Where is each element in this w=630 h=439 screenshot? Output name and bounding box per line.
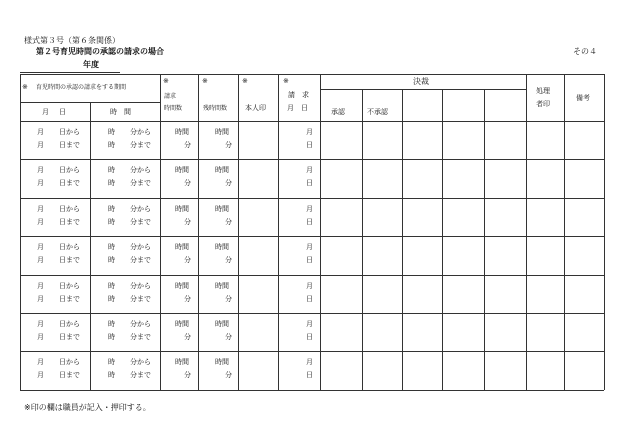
mark-request-hours: ※ (163, 77, 169, 85)
row-line1-req: 時間 (175, 128, 189, 136)
processor-label: 処理 (536, 87, 550, 95)
request-hours-label: 請求 (164, 93, 177, 100)
row-line1-day: 日から (59, 205, 80, 213)
col-line-period (160, 74, 161, 390)
row-line1-month: 月 (37, 243, 44, 251)
row-line2-month: 月 (37, 141, 44, 149)
row-line1-date: 月 (306, 320, 313, 328)
row-line1-min: 分から (130, 320, 151, 328)
row-line1-month: 月 (37, 166, 44, 174)
page-label: その４ (573, 47, 597, 56)
row-line2-req: 分 (184, 295, 191, 303)
row-line1-rem: 時間 (215, 282, 229, 290)
row-line2-rem: 分 (225, 256, 232, 264)
form-number: 様式第３号（第６条関係） (24, 36, 120, 45)
col-line-request-date (320, 74, 321, 390)
row-line2-hour: 時 (108, 295, 115, 303)
disapprove-label: 不承認 (367, 108, 388, 116)
row-line1-hour: 時 (108, 358, 115, 366)
row-line2-hour: 時 (108, 179, 115, 187)
row-line1-month: 月 (37, 358, 44, 366)
row-line1-rem: 時間 (215, 166, 229, 174)
row-line1-req: 時間 (175, 243, 189, 251)
approve-label: 承認 (331, 108, 345, 116)
row-line1-month: 月 (37, 128, 44, 136)
row-line1-day: 日から (59, 166, 80, 174)
col-day: 日 (59, 108, 66, 116)
row-line2-hour: 時 (108, 371, 115, 379)
row-line2-date: 日 (306, 371, 313, 379)
row-line2-month: 月 (37, 179, 44, 187)
row-border (20, 198, 604, 199)
year-underline (20, 72, 120, 73)
col-line-processor (564, 74, 565, 390)
row-line2-min: 分まで (130, 179, 151, 187)
row-line2-day: 日まで (59, 141, 80, 149)
row-line1-date: 月 (306, 358, 313, 366)
row-border (20, 275, 604, 276)
row-line1-date: 月 (306, 282, 313, 290)
row-line1-day: 日から (59, 320, 80, 328)
decision-col-4 (484, 89, 485, 390)
row-line1-rem: 時間 (215, 358, 229, 366)
decision-divider (320, 89, 526, 90)
row-line1-date: 月 (306, 166, 313, 174)
row-line2-min: 分まで (130, 256, 151, 264)
row-line2-date: 日 (306, 256, 313, 264)
row-line1-min: 分から (130, 205, 151, 213)
row-line2-hour: 時 (108, 141, 115, 149)
row-line1-min: 分から (130, 243, 151, 251)
row-line2-req: 分 (184, 179, 191, 187)
row-line2-rem: 分 (225, 218, 232, 226)
row-line2-date: 日 (306, 179, 313, 187)
row-line1-req: 時間 (175, 358, 189, 366)
row-line2-date: 日 (306, 218, 313, 226)
col-month: 月 (42, 108, 49, 116)
row-line1-day: 日から (59, 282, 80, 290)
row-line2-date: 日 (306, 333, 313, 341)
request-hours-sub: 時間数 (164, 105, 183, 112)
row-line1-hour: 時 (108, 282, 115, 290)
row-line2-date: 日 (306, 141, 313, 149)
row-line1-min: 分から (130, 358, 151, 366)
row-border (20, 351, 604, 352)
row-line2-req: 分 (184, 141, 191, 149)
row-line1-rem: 時間 (215, 128, 229, 136)
col-time: 時 間 (110, 108, 131, 116)
row-line1-month: 月 (37, 282, 44, 290)
row-line2-hour: 時 (108, 333, 115, 341)
row-line2-day: 日まで (59, 295, 80, 303)
row-line2-date: 日 (306, 295, 313, 303)
row-line2-month: 月 (37, 218, 44, 226)
row-line1-month: 月 (37, 205, 44, 213)
row-line1-req: 時間 (175, 166, 189, 174)
request-date-sub: 月 日 (287, 104, 308, 112)
row-line1-month: 月 (37, 320, 44, 328)
row-border (20, 159, 604, 160)
seal-label: 本人印 (245, 104, 266, 112)
row-line2-day: 日まで (59, 218, 80, 226)
decision-col-2 (402, 89, 403, 390)
row-line1-date: 月 (306, 243, 313, 251)
row-line1-rem: 時間 (215, 205, 229, 213)
row-line2-month: 月 (37, 295, 44, 303)
decision-col-3 (442, 89, 443, 390)
row-line2-req: 分 (184, 371, 191, 379)
row-line2-rem: 分 (225, 371, 232, 379)
row-line1-rem: 時間 (215, 243, 229, 251)
row-line1-req: 時間 (175, 282, 189, 290)
row-line2-month: 月 (37, 333, 44, 341)
table-top-border (20, 74, 604, 75)
footer-note: ※印の欄は職員が記入・押印する。 (24, 403, 151, 412)
mark-remaining: ※ (202, 77, 208, 85)
mark-period: ※ (22, 83, 28, 91)
remaining-hours-label: 残時間数 (203, 105, 228, 112)
row-line2-min: 分まで (130, 333, 151, 341)
row-line1-day: 日から (59, 128, 80, 136)
mark-seal: ※ (242, 77, 248, 85)
row-line1-date: 月 (306, 128, 313, 136)
row-line1-hour: 時 (108, 205, 115, 213)
row-line2-min: 分まで (130, 141, 151, 149)
row-line2-rem: 分 (225, 179, 232, 187)
row-line1-hour: 時 (108, 166, 115, 174)
row-line2-hour: 時 (108, 218, 115, 226)
table-left-border (20, 74, 21, 390)
col-line-remaining (238, 74, 239, 390)
row-line2-rem: 分 (225, 295, 232, 303)
row-border (20, 236, 604, 237)
row-line2-month: 月 (37, 256, 44, 264)
row-line1-rem: 時間 (215, 320, 229, 328)
row-line2-min: 分まで (130, 371, 151, 379)
decision-label: 決裁 (413, 77, 429, 86)
row-line1-min: 分から (130, 166, 151, 174)
form-title: 第２号育児時間の承認の請求の場合 (36, 47, 164, 56)
row-line1-req: 時間 (175, 320, 189, 328)
row-line2-day: 日まで (59, 333, 80, 341)
row-line1-req: 時間 (175, 205, 189, 213)
row-line1-date: 月 (306, 205, 313, 213)
col-line-decision (526, 74, 527, 390)
row-line2-day: 日まで (59, 256, 80, 264)
row-line1-min: 分から (130, 128, 151, 136)
row-line2-min: 分まで (130, 218, 151, 226)
processor-sub: 者印 (536, 100, 550, 108)
row-line1-hour: 時 (108, 320, 115, 328)
table-right-border (604, 74, 605, 390)
decision-col-1 (362, 89, 363, 390)
row-line2-hour: 時 (108, 256, 115, 264)
row-line2-min: 分まで (130, 295, 151, 303)
row-line1-hour: 時 (108, 243, 115, 251)
row-border (20, 313, 604, 314)
row-line2-rem: 分 (225, 141, 232, 149)
row-line1-hour: 時 (108, 128, 115, 136)
row-border (20, 390, 604, 391)
row-line2-day: 日まで (59, 179, 80, 187)
year-label: 年度 (83, 60, 99, 69)
request-date-label: 請 求 (288, 91, 309, 99)
row-line2-req: 分 (184, 218, 191, 226)
remarks-label: 備考 (576, 94, 590, 102)
row-line2-month: 月 (37, 371, 44, 379)
row-line1-day: 日から (59, 243, 80, 251)
row-line2-rem: 分 (225, 333, 232, 341)
row-line2-day: 日まで (59, 371, 80, 379)
row-line2-req: 分 (184, 256, 191, 264)
period-label: 育児時間の承認の請求をする期間 (36, 84, 127, 91)
period-split-line (90, 102, 91, 390)
col-line-request-hours (198, 74, 199, 390)
row-line1-day: 日から (59, 358, 80, 366)
col-line-seal (278, 74, 279, 390)
row-line1-min: 分から (130, 282, 151, 290)
mark-request-date: ※ (283, 77, 289, 85)
row-line2-req: 分 (184, 333, 191, 341)
header-bottom-border (20, 121, 604, 122)
